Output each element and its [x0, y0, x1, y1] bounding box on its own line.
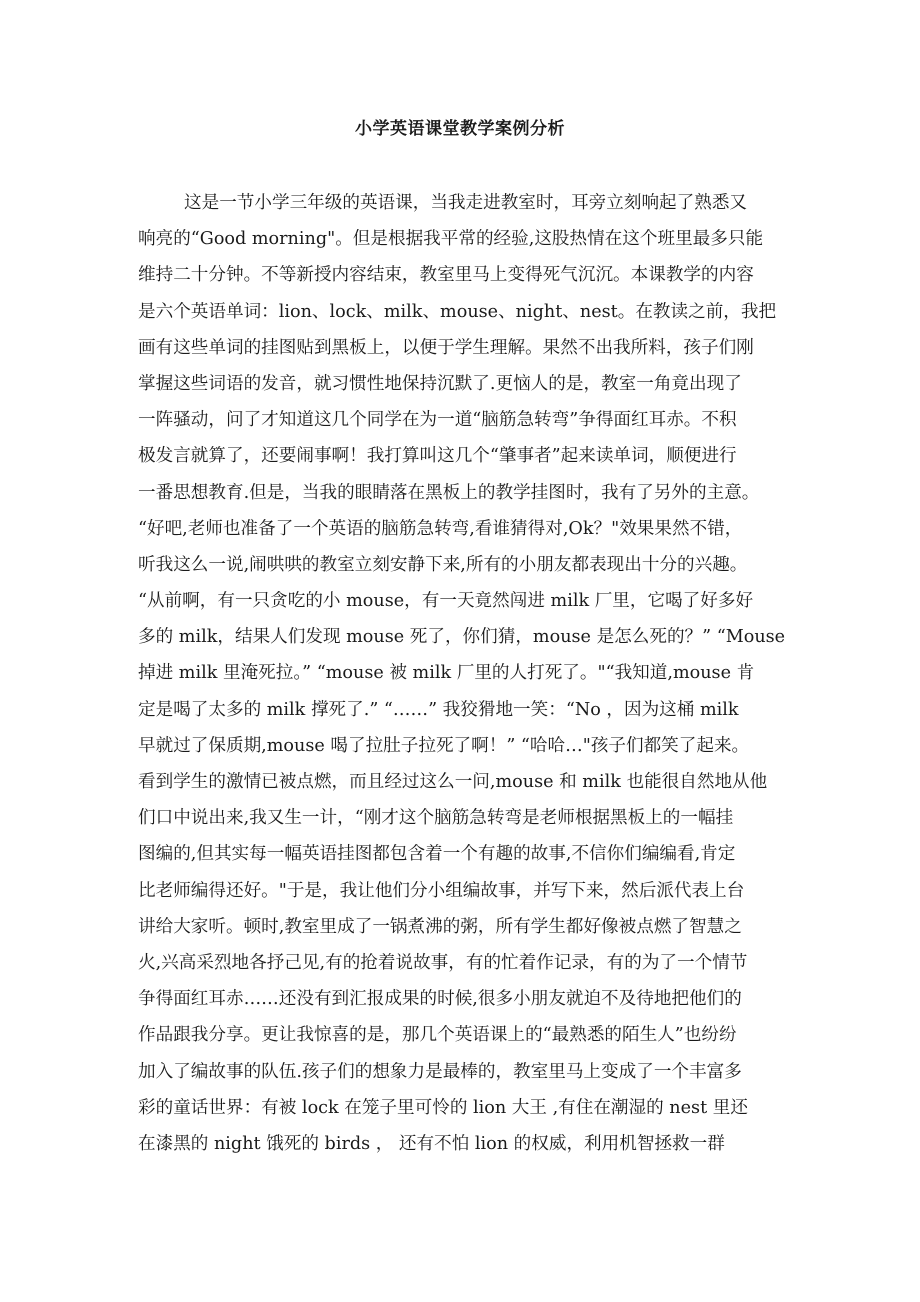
text-line: 这是一节小学三年级的英语课，当我走进教室时，耳旁立刻响起了熟悉又: [184, 193, 748, 213]
text-line: 看到学生的激情已被点燃，而且经过这么一问,mouse 和 milk 也能很自然地从他: [138, 772, 768, 792]
text-line: 多的 milk，结果人们发现 mouse 死了，你们猜，mouse 是怎么死的？” “Mouse: [138, 627, 786, 648]
text-line: 一番思想教育.但是，当我的眼睛落在黑板上的教学挂图时，我有了另外的主意。: [138, 482, 760, 503]
text-line: 定是喝了太多的 milk 撑死了.” “……” 我狡猾地一笑：“No ，因为这桶 milk: [138, 699, 739, 720]
text-line: 极发言就算了，还要闹事啊！我打算叫这几个“肇事者”起来读单词，顺便进行: [138, 446, 737, 467]
text-line: 在漆黑的 night 饿死的 birds ， 还有不怕 lion 的权威，利用机智拯救一群: [138, 1133, 725, 1154]
text-line: 听我这么一说,闹哄哄的教室立刻安静下来,所有的小朋友都表现出十分的兴趣。: [138, 554, 748, 575]
text-line: 火,兴高采烈地各抒己见,有的抢着说故事，有的忙着作记录，有的为了一个情节: [138, 952, 748, 973]
text-line: 画有这些单词的挂图贴到黑板上，以便于学生理解。果然不出我所料，孩子们刚: [138, 337, 754, 358]
text-line: 争得面红耳赤……还没有到汇报成果的时候,很多小朋友就迫不及待地把他们的: [138, 989, 742, 1010]
text-line: 掌握这些词语的发音，就习惯性地保持沉默了.更恼人的是，教室一角竟出现了: [138, 373, 742, 394]
document-title: 小学英语课堂教学案例分析: [355, 119, 565, 139]
text-line: 掉进 milk 里淹死拉。” “mouse 被 milk 厂里的人打死了。"“我知道,mouse 肯: [138, 663, 755, 684]
text-line: 比老师编得还好。"于是，我让他们分小组编故事，并写下来，然后派代表上台: [138, 880, 745, 901]
text-line: “从前啊，有一只贪吃的小 mouse，有一天竟然闯进 milk 厂里，它喝了好多好: [138, 591, 754, 612]
text-line: 维持二十分钟。不等新授内容结束，教室里马上变得死气沉沉。本课教学的内容: [138, 265, 754, 286]
text-line: 一阵骚动，问了才知道这几个同学在为一道“脑筋急转弯”争得面红耳赤。不积: [138, 410, 737, 431]
text-line: 响亮的“Good morning"。但是根据我平常的经验,这股热情在这个班里最多只能: [138, 229, 764, 250]
text-line: 加入了编故事的队伍.孩子们的想象力是最棒的，教室里马上变成了一个丰富多: [138, 1061, 742, 1082]
text-line: 们口中说出来,我又生一计，“刚才这个脑筋急转弯是老师根据黑板上的一幅挂: [138, 808, 734, 829]
text-line: 彩的童话世界：有被 lock 在笼子里可怜的 lion 大王 ,有住在潮湿的 nest 里还: [138, 1097, 748, 1118]
text-line: 图编的,但其实每一幅英语挂图都包含着一个有趣的故事,不信你们编编看,肯定: [138, 844, 736, 865]
text-line: 讲给大家听。顿时,教室里成了一锅煮沸的粥，所有学生都好像被点燃了智慧之: [138, 916, 742, 937]
text-line: 早就过了保质期,mouse 喝了拉肚子拉死了啊！” “哈哈…"孩子们都笑了起来。: [138, 735, 750, 756]
text-line: 作品跟我分享。更让我惊喜的是，那几个英语课上的“最熟悉的陌生人”也纷纷: [138, 1025, 737, 1046]
text-line: 是六个英语单词：lion、lock、milk、mouse、night、nest。在教读之前，我把: [138, 301, 777, 322]
document-body: [138, 185, 838, 1162]
text-line: “好吧,老师也准备了一个英语的脑筋急转弯,看谁猜得对,Ok？"效果果然不错，: [138, 518, 743, 539]
